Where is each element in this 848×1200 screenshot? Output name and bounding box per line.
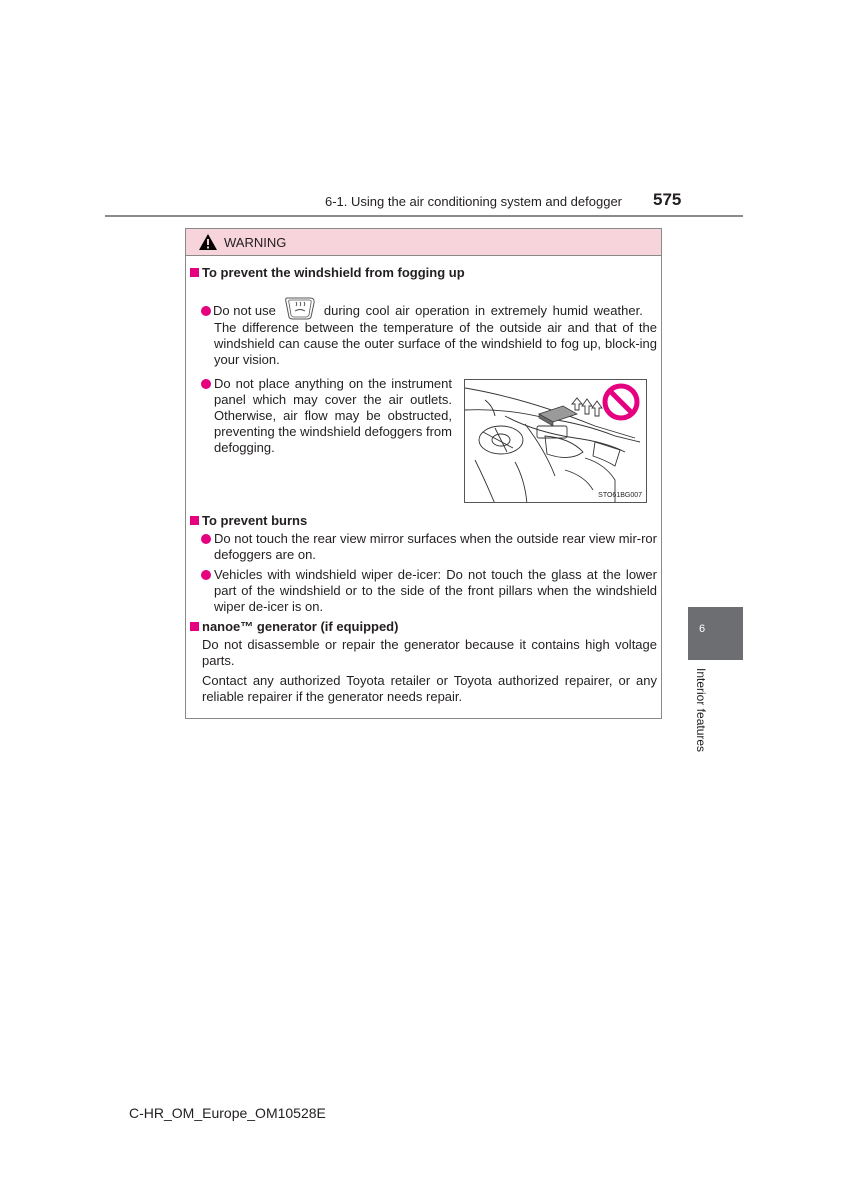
burns-bullet-1: Do not touch the rear view mirror surfaces when the outside rear view mir-ror defoggers are on.	[214, 531, 657, 562]
fog-bullet-2: Do not place anything on the instrument panel which may cover the air outlets. Otherwise, air flow may be obstructed, preventing the windshield defoggers from defogging.	[214, 376, 452, 455]
square-bullet-icon	[190, 622, 199, 631]
chapter-label: Interior features	[694, 668, 708, 753]
round-bullet-icon	[201, 306, 211, 316]
fog-heading: To prevent the windshield from fogging up	[190, 265, 465, 281]
fog-bullet-1-note: The difference between the temperature of the outside air and that of the windshield can cause the outer surface of the windshield to fog up, block-ing your vision.	[214, 320, 657, 367]
round-bullet-icon	[201, 534, 211, 544]
nanoe-heading: nanoe™ generator (if equipped)	[190, 619, 398, 635]
chapter-tab	[688, 607, 743, 660]
header-rule	[105, 215, 743, 217]
dashboard-drawing	[465, 380, 647, 503]
fog-bullet-1-post: during cool air operation in extremely humid weather.	[323, 302, 643, 318]
document-code: C-HR_OM_Europe_OM10528E	[129, 1105, 326, 1121]
fog-bullet-2-marker	[201, 376, 213, 392]
instrument-panel-illustration	[464, 379, 647, 503]
burns-bullet-1-marker	[201, 531, 213, 547]
round-bullet-icon	[201, 570, 211, 580]
square-bullet-icon	[190, 268, 199, 277]
section-title: 6-1. Using the air conditioning system and defogger	[325, 194, 623, 209]
prohibition-icon	[605, 386, 637, 418]
warning-triangle-icon	[198, 233, 218, 251]
page-number: 575	[653, 190, 682, 209]
burns-heading: To prevent burns	[190, 513, 307, 529]
chapter-number: 6	[699, 623, 706, 635]
burns-bullet-2: Vehicles with windshield wiper de-icer: Do not touch the glass at the lower part of the windshield or to the side of the front pillars when the windshield wiper de-icer is on.	[214, 567, 657, 614]
illustration-code: STO61BG007	[598, 492, 642, 499]
warning-header	[186, 229, 661, 256]
burns-bullet-2-marker	[201, 567, 213, 583]
fog-bullet-1-pre: Do not use	[213, 302, 276, 318]
nanoe-para-1: Do not disassemble or repair the generator because it contains high voltage parts.	[202, 637, 657, 668]
warning-label: WARNING	[224, 234, 287, 250]
nanoe-para-2: Contact any authorized Toyota retailer or Toyota authorized repairer, or any reliable repairer if the generator needs repair.	[202, 673, 657, 704]
round-bullet-icon	[201, 379, 211, 389]
square-bullet-icon	[190, 516, 199, 525]
